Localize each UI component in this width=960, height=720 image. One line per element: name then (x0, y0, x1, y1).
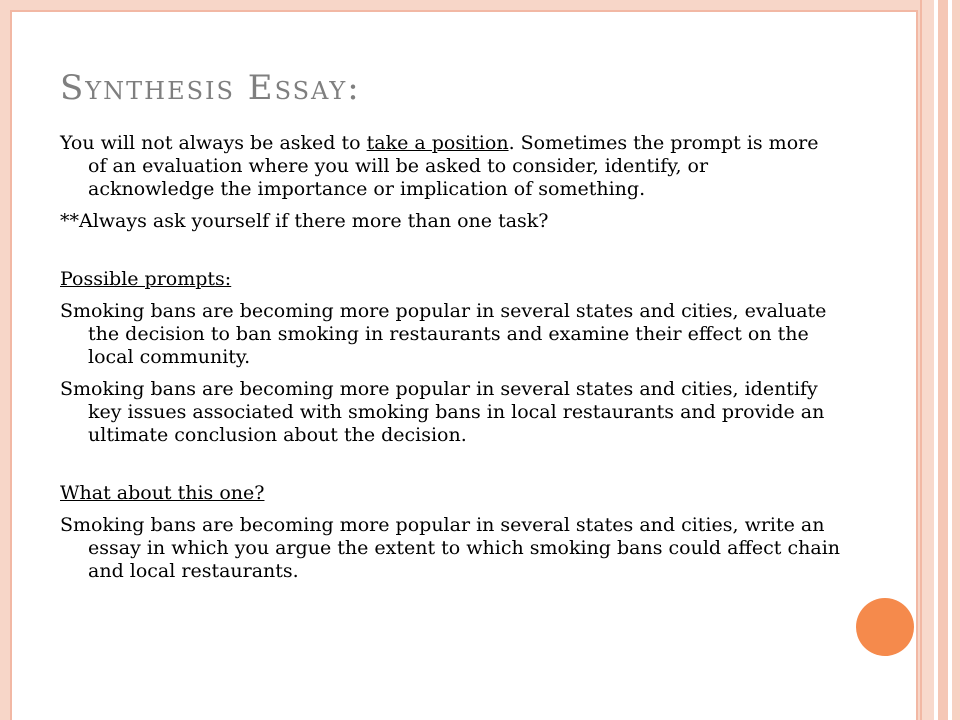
intro-paragraph (60, 132, 840, 201)
decorative-stripe (938, 0, 948, 720)
orange-circle-decoration (856, 598, 914, 656)
intro-text-end: . Sometimes the prompt is more of an evaluation where you will be asked to consider, identify, or acknowledge the importance or implication of something. (88, 132, 819, 200)
reminder-text: **Always ask yourself if there more than one task? (60, 210, 549, 232)
prompt-3: Smoking bans are becoming more popular in several states and cities, write an essay in which you argue the extent to which smoking bans could affect chain and local restaurants. (60, 514, 841, 582)
slide-body (60, 132, 840, 592)
prompt-2: Smoking bans are becoming more popular in several states and cities, identify key issues associated with smoking bans in local restaurants and provide an ultimate conclusion about the decision. (60, 378, 825, 446)
decorative-stripe (920, 0, 934, 720)
slide-title: Synthesis Essay: (60, 68, 361, 108)
take-a-position-underlined: take a position (366, 132, 509, 154)
intro-text-start: You will not always be asked to (60, 132, 367, 154)
possible-prompts-heading: Possible prompts: (60, 268, 232, 290)
question-heading: What about this one? (60, 482, 265, 504)
prompt-1: Smoking bans are becoming more popular in several states and cities, evaluate the decision to ban smoking in restaurants and examine their effect on the local community. (60, 300, 827, 368)
decorative-stripe (952, 0, 960, 720)
